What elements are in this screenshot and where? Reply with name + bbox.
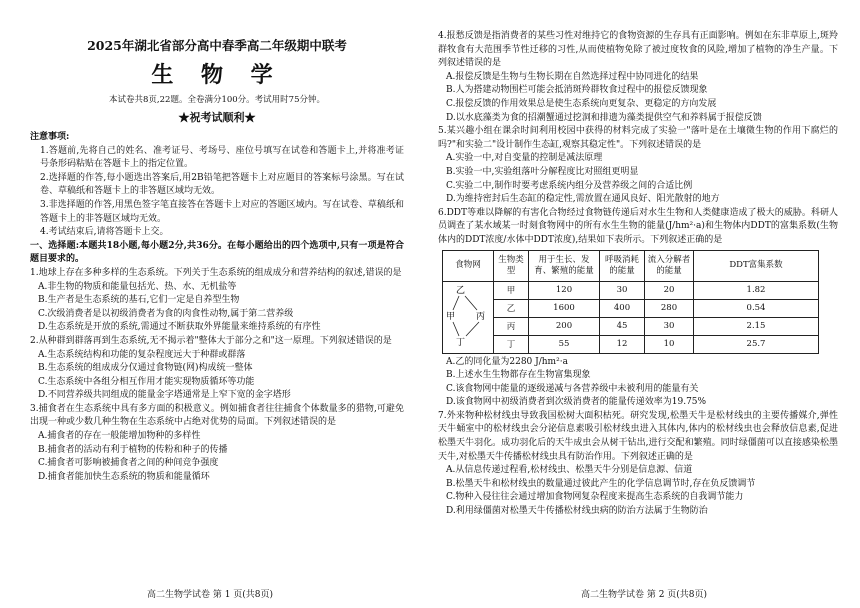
- question-option: D.生态系统是开放的系统,需通过不断获取外界能量来维持系统的有序性: [38, 322, 321, 333]
- notice-item: 2.选择题的作答,每小题选出答案后,用2B铅笔把答题卡上对应题目的答案标号涂黑。写在试卷、草稿纸和答题卡上的非答题区域均无效。: [40, 172, 404, 197]
- question-option: B.捕食者的活动有利于植物的传粉和种子的传播: [38, 444, 228, 455]
- table-header: 生物类型: [494, 250, 529, 281]
- table-cell: 30: [600, 281, 645, 299]
- table-cell: 120: [529, 281, 600, 299]
- question-option: C.生态系统中各组分相互作用才能实现物质循环等功能: [38, 376, 255, 387]
- question-option: B.松墨天牛和松材线虫的数量通过彼此产生的化学信息调节时,存在负反馈调节: [446, 478, 756, 489]
- question-stem: 1.地球上存在多种多样的生态系统。下列关于生态系统的组成成分和营养结构的叙述,错误的是: [30, 267, 402, 278]
- table-header-row: [443, 250, 819, 281]
- question-option: B.生态系统的组成成分仅通过食物链(网)构成统一整体: [38, 363, 253, 374]
- table-cell: 280: [645, 299, 694, 317]
- question-option: A.实验一中,对自变量的控制是减法原理: [446, 153, 603, 164]
- table-cell: 30: [645, 317, 694, 335]
- table-row: [443, 299, 819, 317]
- table-header: 食物网: [443, 250, 494, 281]
- question-option: B.实验一中,实验组落叶分解程度比对照组更明显: [446, 166, 639, 177]
- question-option: C.物种入侵往往会通过增加食物网复杂程度来提高生态系统的自我调节能力: [446, 492, 744, 503]
- page-1: [0, 0, 420, 608]
- table-header: 流入分解者的能量: [645, 250, 694, 281]
- page-footer: 高二生物学试卷 第 1 页(共8页): [146, 590, 274, 600]
- question-option: D.以水底藻类为食的招潮蟹通过挖洞和排遗为藻类提供空气和养料属于报偿反馈: [446, 112, 762, 123]
- table-cell: 25.7: [694, 335, 819, 353]
- question-option: A.捕食者的存在一般能增加物种的多样性: [38, 431, 201, 442]
- question-option: C.次级消费者是以初级消费者为食的肉食性动物,属于第二营养级: [38, 308, 294, 319]
- section-heading: 一、选择题:本题共18小题,每小题2分,共36分。在每小题给出的四个选项中,只有一项是符合题目要求的。: [30, 240, 404, 265]
- question-option: C.实验二中,制作时要考虑系统内组分及营养级之间的合适比例: [446, 180, 693, 191]
- question-option: B.生产者是生态系统的基石,它们一定是自养型生物: [38, 295, 240, 306]
- table-cell: 乙: [494, 299, 529, 317]
- question-option: A.报偿反馈是生物与生物长期在自然选择过程中协同进化的结果: [446, 71, 699, 82]
- table-cell: 0.54: [694, 299, 819, 317]
- question-stem: 6.DDT等难以降解的有害化合物经过食物链传递后对水生生物和人类健康造成了极大的威胁。科研人员调查了某水域某一时刻食物网中的所有水生生物的能量(J/hm²·a)和生物体内DDT的富集系数(生物体内的DDT浓度/水体中DDT浓度),结果如下表所示。下列叙述正确的是: [438, 207, 838, 245]
- question-stem: 2.从种群到群落再到生态系统,无不揭示着"整体大于部分之和"这一原理。下列叙述错误的是: [30, 335, 392, 346]
- energy-ddt-table: [442, 250, 819, 354]
- question-option: A.生态系统结构和功能的复杂程度远大于种群或群落: [38, 349, 246, 360]
- question-option: C.该食物网中能量的逐级递减与各营养级中未被利用的能量有关: [446, 383, 699, 394]
- table-cell: 丙: [494, 317, 529, 335]
- question-option: B.上述水生生物都存在生物富集现象: [446, 370, 591, 381]
- question-stem: 7.外来物种松材线虫导致我国松树大面积枯死。研究发现,松墨天牛是松材线虫的主要传播媒介,弹性天牛蛹室中的松材线虫会分泌信息素吸引松材线虫进入其体内,体内的松材线虫也会释放信息素,促进松墨天牛羽化。成功羽化后的天牛成虫会从树干钻出,进行交配和繁殖。同时绿僵菌可以直接感染松墨天牛,对松墨天牛传播松材线虫具有防治作用。下列叙述正确的是: [438, 410, 838, 462]
- table-cell: 400: [600, 299, 645, 317]
- question-option: D.为维持密封后生态缸的稳定性,需放置在通风良好、阳光散射的地方: [446, 194, 720, 205]
- table-row: [443, 281, 819, 299]
- exam-title: 2025年湖北省部分高中春季高二年级期中联考: [87, 38, 347, 53]
- notice-item: 4.考试结束后,请将答题卡上交。: [40, 227, 169, 238]
- question-option: A.从信息传递过程看,松材线虫、松墨天牛分别是信息源、信道: [446, 465, 693, 476]
- subject-title: 生 物 学: [151, 62, 283, 88]
- question-option: D.不同营养级共同组成的能量金字塔通常是上窄下宽的金字塔形: [38, 390, 291, 401]
- question-option: D.捕食者能加快生态系统的物质和能量循环: [38, 471, 210, 482]
- notice-item: 1.答题前,先将自己的姓名、准考证号、考场号、座位号填写在试卷和答题卡上,并将准考证号条形码粘贴在答题卡上的指定位置。: [40, 145, 404, 170]
- table-cell: 10: [645, 335, 694, 353]
- table-row: [443, 317, 819, 335]
- question-option: A.非生物的物质和能量包括光、热、水、无机盐等: [38, 281, 237, 292]
- question-stem: 3.捕食者在生态系统中具有多方面的积极意义。例如捕食者往往捕食个体数量多的猎物,可避免出现一种或少数几种生物在生态系统中占绝对优势的局面。下列叙述错误的是: [30, 403, 404, 428]
- question-option: C.报偿反馈的作用效果总是使生态系统向更复杂、更稳定的方向发展: [446, 98, 717, 109]
- table-header: 呼吸消耗的能量: [600, 250, 645, 281]
- table-cell: 1.82: [694, 281, 819, 299]
- table-cell: 45: [600, 317, 645, 335]
- question-option: D.该食物网中初级消费者到次级消费者的能量传递效率为19.75%: [446, 397, 707, 408]
- table-cell: 丁: [494, 335, 529, 353]
- table-header: DDT富集系数: [694, 250, 819, 281]
- table-cell: 200: [529, 317, 600, 335]
- notice-item: 3.非选择题的作答,用黑色签字笔直接答在答题卡上对应的答题区域内。写在试卷、草稿纸和答题卡上的非答题区域均无效。: [40, 199, 404, 224]
- food-web-node: 丁: [456, 337, 466, 348]
- food-web-node: 丙: [476, 311, 486, 322]
- question-option: B.人为搭建动物围栏可能会抵消斑羚群牧食过程中的报偿反馈现象: [446, 85, 708, 96]
- page-2: [434, 0, 854, 608]
- page-footer: 高二生物学试卷 第 2 页(共8页): [580, 590, 708, 600]
- table-header: 用于生长、发育、繁殖的能量: [529, 250, 600, 281]
- notice-title: 注意事项:: [30, 132, 70, 142]
- exam-info: 本试卷共8页,22题。全卷满分100分。考试用时75分钟。: [109, 95, 325, 105]
- table-cell: 20: [645, 281, 694, 299]
- table-cell: 1600: [529, 299, 600, 317]
- table-cell: 甲: [494, 281, 529, 299]
- food-web-arrows: [446, 283, 490, 349]
- question-option: C.捕食者可影响被捕食者之间的种间竞争强度: [38, 458, 219, 469]
- food-web-node: 甲: [446, 311, 456, 322]
- question-option: A.乙的同化量为2280 J/hm²·a: [446, 356, 568, 367]
- good-luck-banner: ★祝考试顺利★: [178, 111, 256, 124]
- food-web-diagram: [443, 281, 494, 353]
- table-cell: 2.15: [694, 317, 819, 335]
- question-stem: 5.某兴趣小组在课余时间利用校园中获得的材料完成了实验一"落叶是在土壤微生物的作用下腐烂的吗?"和实验二"设计制作生态缸,观察其稳定性"。下列叙述错误的是: [438, 126, 838, 150]
- table-cell: 55: [529, 335, 600, 353]
- table-row: [443, 335, 819, 353]
- food-web-node: 乙: [456, 285, 466, 296]
- table-cell: 12: [600, 335, 645, 353]
- question-stem: 4.报愁反馈是指消费者的某些习性对维持它的食物资源的生存具有正面影响。例如在东非草原上,斑羚群牧食有大范围季节性迁移的习性,从而使植物免除了被过度牧食的风险,增加了植物的净生产量。下列叙述错误的是: [438, 31, 838, 69]
- question-option: D.利用绿僵菌对松墨天牛传播松材线虫病的防治方法属于生物防治: [446, 506, 708, 517]
